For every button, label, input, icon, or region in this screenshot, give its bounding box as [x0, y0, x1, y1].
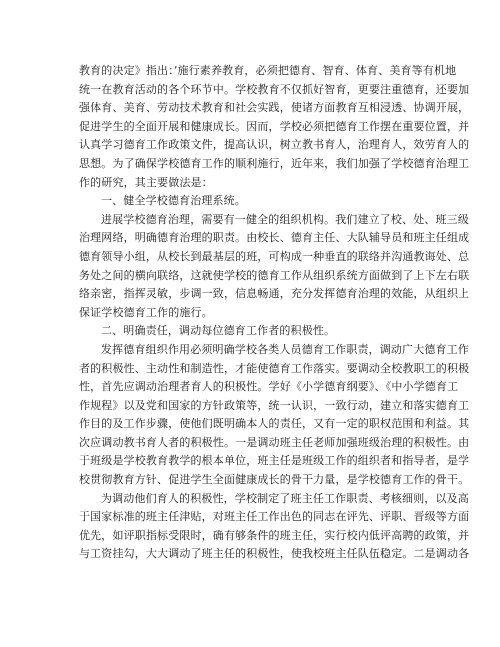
text-line: 作的研究，其主要做法是： [79, 175, 213, 189]
text-line: 作规程》以及党和国家的方针政策等，统一认识，一致行动，建立和落实德育工 [79, 398, 470, 412]
text-line: 于国家标准的班主任津贴，对班主任工作出色的同志在评先、评职、晋级等方面 [79, 510, 470, 524]
text-line: 性，首先应调动治理者育人的积极性。学好《小学德育纲要》、《中小学德育工 [79, 380, 459, 394]
text-line: 于班级是学校教育教学的根本单位，班主任是班级工作的组织者和指导者，是学 [79, 454, 470, 468]
text-line: 与工资挂勾，大大调动了班主任的积极性，使我校班主任队伍稳定。二是调动各 [79, 547, 470, 561]
text-line: 教育的决定》指出：’施行素养教育，必须把德育、智育、体育、美育等有机地 [79, 64, 457, 77]
text-line: 发挥德育组织作用必须明确学校各类人员德育工作职责，调动广大德育工作 [101, 342, 469, 356]
text-line: 校贯彻教育方针、促进学生全面健康成长的骨干力量，是学校德育工作的骨干。 [79, 473, 470, 487]
text-line: 一、健全学校德育治理系统。 [101, 194, 246, 208]
text-line: 进展学校德育治理，需要有一健全的组织机构。我们建立了校、处、班三级 [101, 212, 469, 226]
text-line: 络亲密，指挥灵敏，步调一致，信息畅通，充分发挥德育治理的效能，从组织上 [79, 287, 470, 301]
text-line: 统一在教育活动的各个环节中。学校教育不仅抓好智育，更要注重德育，还要加 [79, 82, 470, 96]
document-body-text [79, 62, 470, 564]
text-line: 治理网络，明确德育治理的职责。由校长、德育主任、大队辅导员和班主任组成 [79, 231, 470, 245]
text-line: 次应调动教书育人者的积极性。一是调动班主任老师加强班级治理的积极性。由 [79, 435, 470, 449]
text-line: 者的积极性、主动性和制造性，才能使德育工作落实。要调动全校教职工的积极 [79, 361, 470, 375]
text-line: 德育领导小组，从校长到最基层的班，可构成一种垂直的联络并沟通教诲处、总 [79, 249, 470, 263]
text-line: 认真学习德育工作政策文件，提高认识，树立教书育人，治理育人，效劳育人的 [79, 138, 470, 152]
text-line: 为调动他们育人的积极性，学校制定了班主任工作职责、考核细则，以及高 [101, 491, 469, 505]
text-line: 二、明确责任，调动每位德育工作者的积极性。 [101, 324, 336, 338]
text-line: 优先，如评职指标受限时，确有够条件的班主任，实行校内低评高聘的政策，并 [79, 528, 470, 542]
text-line: 保证学校德育工作的施行。 [79, 305, 213, 319]
text-line: 思想。为了确保学校德育工作的顺利施行，近年来，我们加强了学校德育治理工 [79, 156, 470, 170]
text-line: 作目的及工作步骤，使他们既明确本人的责任，又有一定的职权范围和利益。其 [79, 417, 470, 431]
text-line: 促进学生的全面开展和健康成长。因而，学校必须把德育工作摆在重要位置，并 [79, 119, 470, 133]
text-line: 务处之间的横向联络，这就使学校的德育工作从组织系统方面做到了上下左右联 [79, 268, 470, 282]
text-line: 强体育、美育、劳动技术教育和社会实践，使诸方面教育互相浸透、协调开展， [79, 101, 470, 115]
